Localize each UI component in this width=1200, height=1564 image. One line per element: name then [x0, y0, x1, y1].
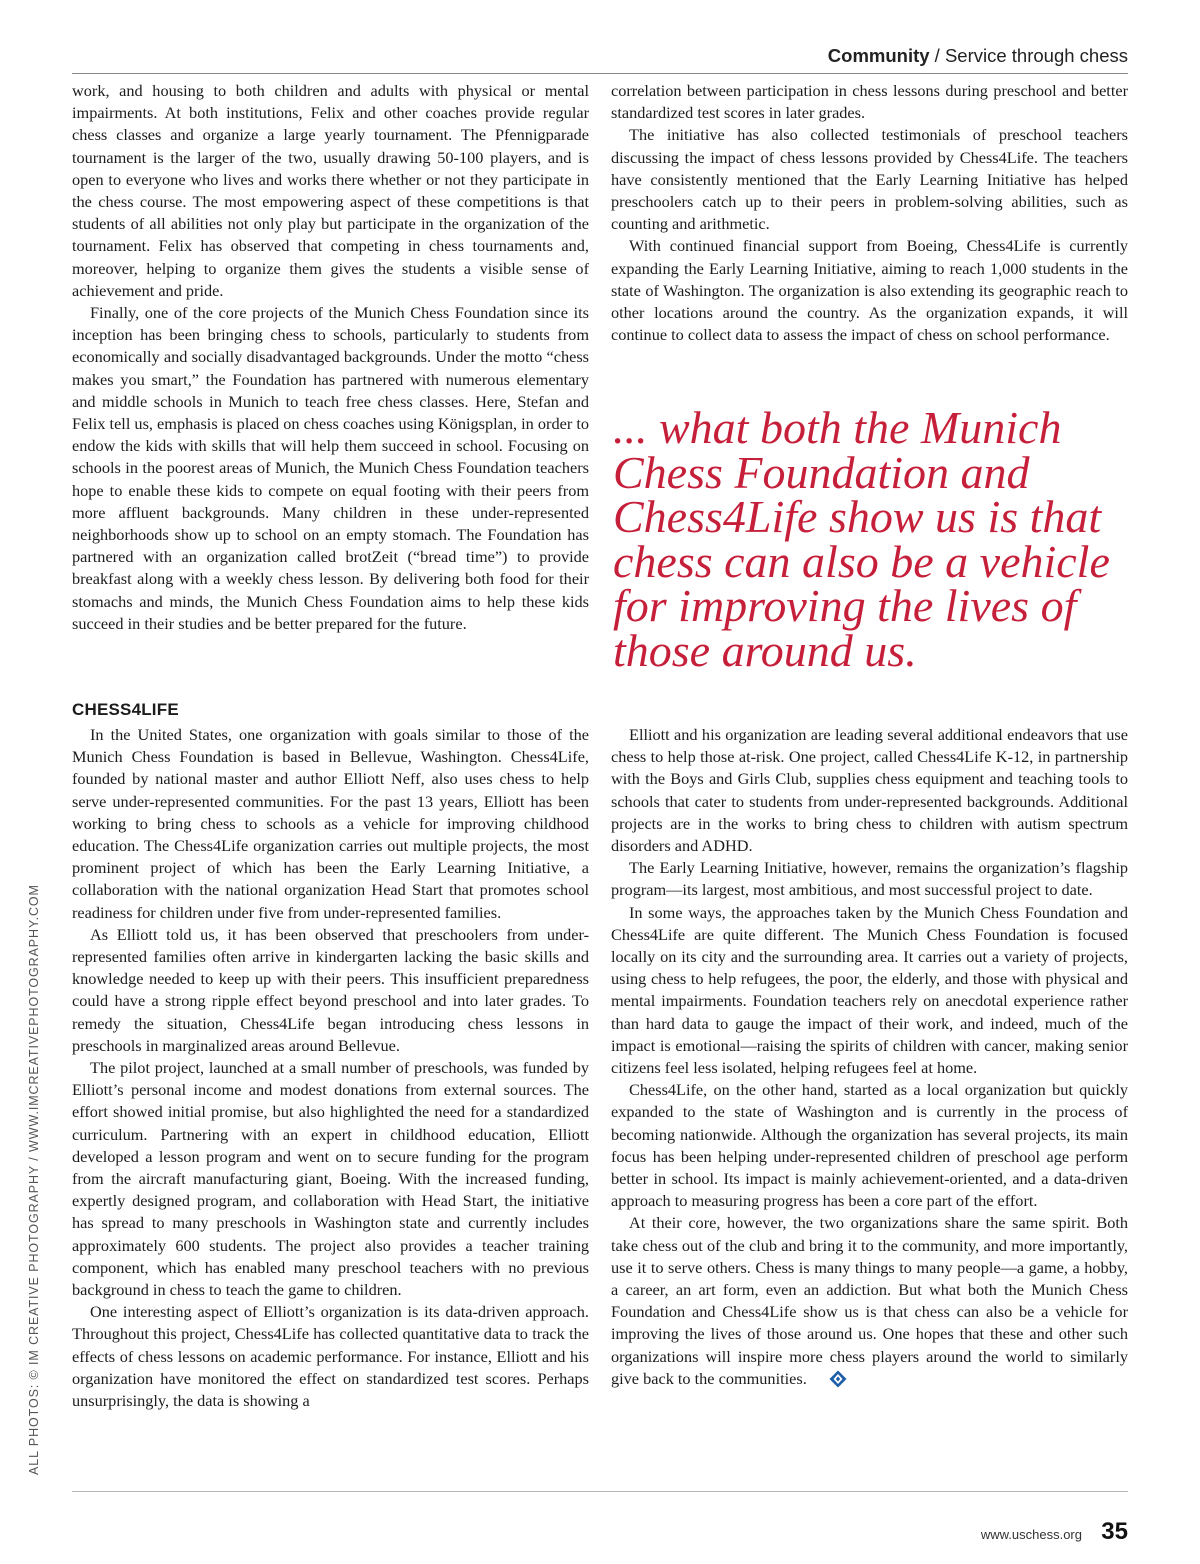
paragraph: Finally, one of the core projects of the Munich Chess Foundation since its inception has been bringing chess to schools, particularly to students from economically and socially disadvantaged backgrounds. Under the motto “chess makes you smart,” the Foundation has partnered with numerous elementary and middle schools in Munich to teach free chess classes. Here, Stefan and Felix tell us, emphasis is placed on chess coaches using Königsplan, in order to endow the kids with skills that will help them succeed in school. Focusing on schools in the poorest areas of Munich, the Munich Chess Foundation teachers hope to enable these kids to compete on equal footing with their peers from more affluent backgrounds. Many children in these under-represented neighborhoods show up to school on an empty stomach. The Foundation has partnered with an organization called brotZeit (“bread time”) to provide breakfast along with a weekly chess lesson. By delivering both food for their stomachs and minds, the Munich Chess Foundation aims to help these kids succeed in their studies and be better prepared for the future. — [72, 303, 589, 633]
page-number: 35 — [1101, 1518, 1128, 1545]
column-left-bottom — [72, 724, 589, 1412]
column-left-top — [72, 80, 589, 635]
paragraph: work, and housing to both children and adults with physical or mental impairments. At both institutions, Felix and other coaches provide regular chess classes and organize a large yearly tournament. The Pfennigparade tournament is the larger of the two, usually drawing 50-100 players, and is open to everyone who lives and works there whether or not they participate in the chess course. The most empowering aspect of these competitions is that students of all abilities not only play but participate in the organization of the tournament. Felix has observed that competing in chess tournaments and, moreover, helping to organize them gives the students a visible sense of achievement and pride. — [72, 81, 589, 300]
paragraph: In some ways, the approaches taken by the Munich Chess Foundation and Chess4Life are quite different. The Munich Chess Foundation is focused locally on its city and the surrounding area. It carries out a variety of projects, using chess to help refugees, the poor, the elderly, and those with physical and mental impairments. Foundation teachers rely on anecdotal experience rather than hard data to gauge the impact of their work, and indeed, much of the impact is emotional—raising the spirits of children with cancer, making senior citizens feel less isolated, helping refugees feel at home. — [611, 902, 1128, 1078]
paragraph: correlation between participation in chess lessons during preschool and better standardized test scores in later grades. — [611, 81, 1128, 123]
paragraph: The initiative has also collected testimonials of preschool teachers discussing the impact of chess lessons provided by Chess4Life. The teachers have consistently mentioned that the Early Learning Initiative has helped preschoolers catch up to their peers in problem-solving abilities, such as counting and arithmetic. — [611, 125, 1128, 234]
paragraph: In the United States, one organization with goals similar to those of the Munich Chess Foundation is based in Bellevue, Washington. Chess4Life, founded by national master and author Elliott Neff, also uses chess to help serve under-represented communities. For the past 13 years, Elliott has been working to bring chess to schools as a vehicle for improving childhood education. The Chess4Life organization carries out multiple projects, the most prominent project of which has been the Early Learning Initiative, a collaboration with the national organization Head Start that promotes school readiness for children under five from under-represented families. — [72, 725, 589, 922]
footer-url-link[interactable]: www.uschess.org — [980, 1527, 1082, 1542]
paragraph: With continued financial support from Boeing, Chess4Life is currently expanding the Early Learning Initiative, aiming to reach 1,000 students in the state of Washington. The organization is also extending its geographic reach to other locations around the country. As the organization expands, it will continue to collect data to assess the impact of chess on school performance. — [611, 236, 1128, 345]
paragraph: The Early Learning Initiative, however, remains the organization’s flagship program—its largest, most ambitious, and most successful project to date. — [611, 858, 1128, 900]
footer-rule — [72, 1491, 1128, 1492]
paragraph-text: At their core, however, the two organizations share the same spirit. Both take chess out of the club and bring it to the community, and more importantly, use it to serve others. Chess is many things to many people—a game, a hobby, a career, an art form, even an addiction. But what both the Munich Chess Foundation and Chess4Life show us is that chess can also be a vehicle for improving the lives of those around us. One hopes that these and other such organizations will inspire more chess players around the world to similarly give back to the communities. — [611, 1213, 1128, 1388]
paragraph: One interesting aspect of Elliott’s organization is its data-driven approach. Throughout this project, Chess4Life has collected quantitative data to track the effects of chess lessons on academic performance. For instance, Elliott and his organization have monitored the effect on standardized test scores. Perhaps unsurprisingly, the data is showing a — [72, 1302, 589, 1411]
pull-quote: ... what both the Munich Chess Foundation and Chess4Life show us is that chess can also be a vehicle for improving the lives of those around us. — [613, 402, 1110, 676]
header-separator: / — [929, 45, 945, 66]
paragraph: The pilot project, launched at a small number of preschools, was funded by Elliott’s personal income and modest donations from external sources. The effort showed initial promise, but also highlighted the need for a standardized curriculum. Partnering with an expert in childhood education, Elliott developed a lesson program and went on to secure funding for the program from the aircraft manufacturing giant, Boeing. With the increased funding, expertly designed program, and collaboration with Head Start, the initiative has spread to many preschools in Washington state and currently includes approximately 600 students. The project also provides a teacher training component, which has enabled many preschool teachers with no previous background in chess to teach the game to children. — [72, 1058, 589, 1300]
column-right-bottom — [611, 724, 1128, 1394]
running-header — [828, 45, 1128, 67]
section-heading: CHESS4LIFE — [72, 700, 179, 719]
paragraph — [611, 1212, 1128, 1394]
paragraph: Chess4Life, on the other hand, started as a local organization but quickly expanded to the state of Washington and is currently in the process of becoming nationwide. Although the organization has several projects, its main focus has been helping under-represented children of preschool age perform better in school. Its impact is mainly achievement-oriented, and a data-driven approach to measuring progress has been a core part of the effort. — [611, 1080, 1128, 1211]
header-rule — [72, 73, 1128, 74]
column-right-top — [611, 80, 1128, 346]
header-section: Community — [827, 45, 930, 66]
paragraph: As Elliott told us, it has been observed that preschoolers from under-represented families often arrive in kindergarten lacking the basic skills and knowledge needed to keep up with their peers. This insufficient preparedness could have a strong ripple effect beyond preschool and into later grades. To remedy the situation, Chess4Life began introducing chess lessons in preschools in marginalized areas around Bellevue. — [72, 924, 589, 1055]
uschess-diamond-logo-icon — [811, 1370, 847, 1394]
photo-credit: ALL PHOTOS: © IM CREATIVE PHOTOGRAPHY / WWW.IMCREATIVEPHOTOGRAPHY.COM — [27, 884, 41, 1475]
paragraph: Elliott and his organization are leading several additional endeavors that use chess to help those at-risk. One project, called Chess4Life K-12, in partnership with the Boys and Girls Club, supplies chess equipment and teaching tools to schools that cater to students from under-represented backgrounds. Additional projects are in the works to bring chess to children with autism spectrum disorders and ADHD. — [611, 725, 1128, 856]
header-subtitle: Service through chess — [944, 45, 1128, 66]
